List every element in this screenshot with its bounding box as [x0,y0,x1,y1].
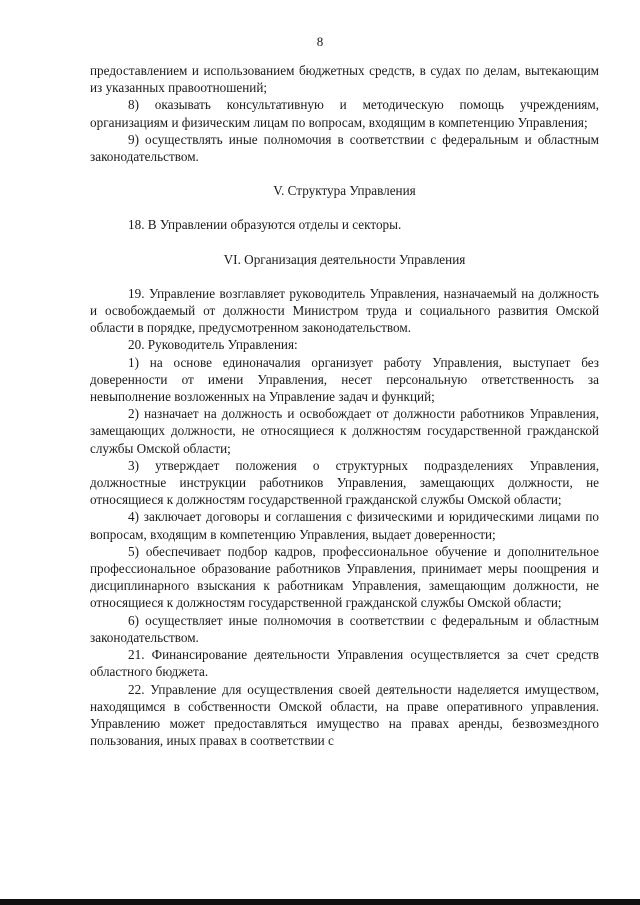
scan-bottom-edge [0,899,640,905]
paragraph-20-1: 1) на основе единоначалия организует работу Управления, выступает без доверенности от имени Управления, несет персональную ответственность за невыполнение возложенных на Управление задач и функций; [90,354,599,405]
paragraph-20-3: 3) утверждает положения о структурных подразделениях Управления, должностные инструкции работников Управления, замещающих должности, не относящиеся к должностям государственной гражданской службы Омской области; [90,457,599,508]
paragraph-20-5: 5) обеспечивает подбор кадров, профессиональное обучение и дополнительное профессиональное образование работников Управления, принимает меры поощрения и дисциплинарного взыскания к работникам Управления, замещающим должности, не относящиеся к должностям государственной гражданской службы Омской области; [90,543,599,611]
document-body [90,62,599,749]
paragraph-18: 18. В Управлении образуются отделы и секторы. [128,217,402,233]
paragraph-20: 20. Руководитель Управления: [128,337,298,353]
paragraph-20-6: 6) осуществляет иные полномочия в соответствии с федеральным и областным законодательством. [90,612,599,645]
paragraph-22: 22. Управление для осуществления своей деятельности наделяется имуществом, находящимся в собственности Омской области, на праве оперативного управления. Управлению может предоставляться имущество на правах аренды, безвозмездного пользования, иных правах в соответствии с [90,681,599,749]
page-number: 8 [316,34,324,49]
paragraph-19: 19. Управление возглавляет руководитель Управления, назначаемый на должность и освобождаемый от должности Министром труда и социального развития Омской области в порядке, предусмотренном законодательством. [90,285,599,336]
paragraph-continuation: предоставлением и использованием бюджетных средств, в судах по делам, вытекающим из указанных правоотношений; [90,63,599,96]
paragraph-20-4: 4) заключает договоры и соглашения с физическими и юридическими лицами по вопросам, входящим в компетенцию Управления, выдает доверенности; [90,509,599,542]
paragraph-21: 21. Финансирование деятельности Управления осуществляется за счет средств областного бюджета. [90,647,599,680]
section-heading-5: V. Структура Управления [273,183,416,199]
paragraph-item-9: 9) осуществлять иные полномочия в соответствии с федеральным и областным законодательством. [90,131,599,165]
paragraph-20-2: 2) назначает на должность и освобождает от должности работников Управления, замещающих должности, не относящиеся к должностям государственной гражданской службы Омской области; [90,406,599,456]
paragraph-item-8: 8) оказывать консультативную и методическую помощь учреждениям, организациям и физическим лицам по вопросам, входящим в компетенцию Управления; [90,97,599,130]
section-heading-6: VI. Организация деятельности Управления [223,251,466,267]
